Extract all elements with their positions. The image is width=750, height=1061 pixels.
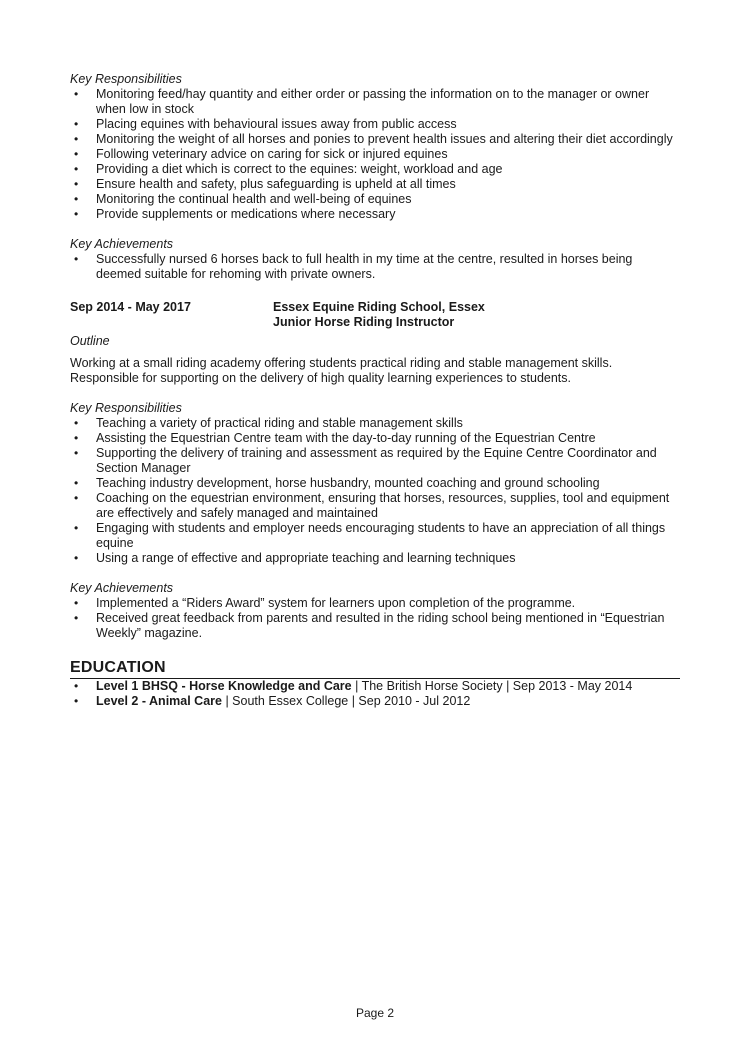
list-item: • Teaching a variety of practical riding and stable management skills [70,416,680,431]
education-heading: EDUCATION [70,660,680,679]
list-item: • Ensure health and safety, plus safeguarding is upheld at all times [70,177,680,192]
list-item [70,694,680,709]
job2-responsibilities-list [70,416,680,566]
list-item: • Supporting the delivery of training and assessment as required by the Equine Centre Coordinator and Section Manager [70,446,680,476]
list-item [70,679,680,694]
list-item: • Following veterinary advice on caring for sick or injured equines [70,147,680,162]
list-item: • Monitoring the weight of all horses and ponies to prevent health issues and altering their diet accordingly [70,132,680,147]
education-details: | South Essex College | Sep 2010 - Jul 2012 [221,694,471,708]
education-qualification: Level 1 BHSQ - Horse Knowledge and Care [96,679,352,693]
list-item: • Placing equines with behavioural issues away from public access [70,117,680,132]
list-item: • Received great feedback from parents and resulted in the riding school being mentioned in “Equestrian Weekly” magazine. [70,611,680,641]
job2-header [70,300,680,330]
education-section [70,660,680,709]
list-item: • Monitoring the continual health and well-being of equines [70,192,680,207]
list-item: • Assisting the Equestrian Centre team with the day-to-day running of the Equestrian Centre [70,431,680,446]
job2-achievements-label: Key Achievements [70,581,174,595]
job2-title: Junior Horse Riding Instructor [273,315,455,329]
education-qualification: Level 2 - Animal Care [96,694,222,708]
page-number: Page 2 [355,1006,395,1020]
resume-page-content [70,72,680,709]
list-item: • Implemented a “Riders Award” system for learners upon completion of the programme. [70,596,680,611]
job-entry-1 [70,72,680,282]
list-item: • Coaching on the equestrian environment, ensuring that horses, resources, supplies, tool and equipment are effectively and safely managed and maintained [70,491,680,521]
list-item: • Provide supplements or medications where necessary [70,207,680,222]
job2-outline-text: Working at a small riding academy offering students practical riding and stable management skills. Responsible for supporting on the delivery of high quality learning experiences to students. [70,356,613,385]
education-details: | The British Horse Society | Sep 2013 - May 2014 [351,679,633,693]
list-item: • Successfully nursed 6 horses back to full health in my time at the centre, resulted in horses being deemed suitable for rehoming with private owners. [70,252,680,282]
job2-titles [273,300,485,330]
list-item: • Teaching industry development, horse husbandry, mounted coaching and ground schooling [70,476,680,491]
job2-achievements-list [70,596,680,641]
list-item: • Monitoring feed/hay quantity and either order or passing the information on to the manager or owner when low in stock [70,87,680,117]
list-item: • Using a range of effective and appropriate teaching and learning techniques [70,551,680,566]
job2-dates: Sep 2014 - May 2017 [70,300,191,314]
job2-responsibilities-label: Key Responsibilities [70,401,182,415]
job2-employer: Essex Equine Riding School, Essex [273,300,485,314]
list-item: • Providing a diet which is correct to the equines: weight, workload and age [70,162,680,177]
job2-outline-label: Outline [70,334,110,348]
job1-responsibilities-list [70,87,680,222]
job1-responsibilities-label: Key Responsibilities [70,72,182,86]
education-list [70,679,680,709]
list-item: • Engaging with students and employer needs encouraging students to have an appreciation of all things equine [70,521,680,551]
job1-achievements-label: Key Achievements [70,237,174,251]
job-entry-2 [70,300,680,641]
job1-achievements-list [70,252,680,282]
